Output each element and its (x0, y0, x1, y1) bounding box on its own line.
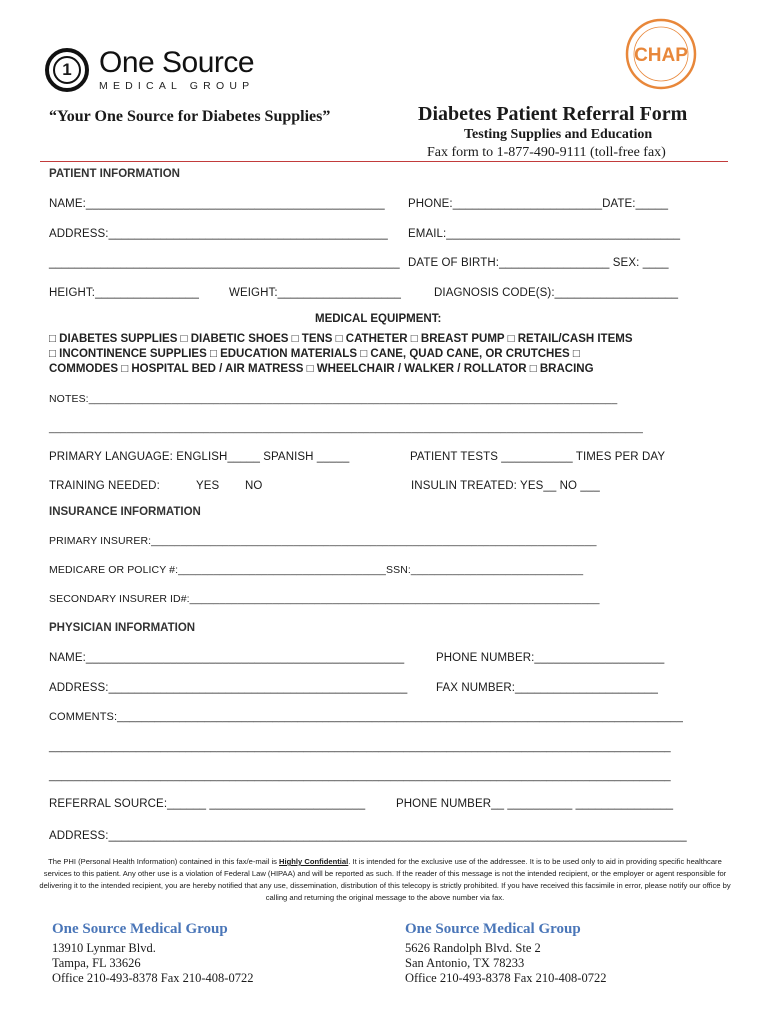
logo-emblem (45, 48, 89, 92)
section-patient-information: PATIENT INFORMATION (49, 168, 180, 180)
comments-field-line3[interactable]: ____________________________________________________________________________________________________ (49, 770, 671, 782)
form-title: Diabetes Patient Referral Form (418, 103, 688, 125)
office-name: One Source Medical Group (52, 921, 228, 937)
patient-email-field[interactable]: EMAIL:____________________________________ (408, 228, 681, 240)
patient-height-field[interactable]: HEIGHT:________________ (49, 287, 199, 299)
disclaimer-text-part1: The PHI (Personal Health Information) contained in this fax/e-mail is (48, 857, 280, 866)
patient-weight-field[interactable]: WEIGHT:___________________ (229, 287, 402, 299)
training-yes-option[interactable]: YES (196, 480, 220, 492)
referral-source-field[interactable]: REFERRAL SOURCE:______ ________________________ (49, 798, 366, 810)
section-insurance-information: INSURANCE INFORMATION (49, 506, 201, 518)
physician-phone-field[interactable]: PHONE NUMBER:____________________ (436, 652, 665, 664)
referral-phone-field[interactable]: PHONE NUMBER__ __________ _______________ (396, 798, 674, 810)
office-name: One Source Medical Group (405, 921, 581, 937)
disclaimer-highlight: Highly Confidential (279, 857, 349, 866)
comments-field[interactable]: COMMENTS:___________________________________________________________________________________________ (49, 711, 683, 723)
office-city: San Antonio, TX 78233 (405, 956, 525, 970)
company-logo (45, 48, 254, 92)
badge-text: CHAP (634, 45, 688, 66)
office-street: 13910 Lynmar Blvd. (52, 941, 156, 955)
equipment-options-line1[interactable]: □ DIABETES SUPPLIES □ DIABETIC SHOES □ TENS □ CATHETER □ BREAST PUMP □ RETAIL/CASH ITEMS (49, 333, 633, 345)
hipaa-disclaimer (35, 856, 735, 904)
patient-address-field[interactable]: ADDRESS:___________________________________________ (49, 228, 388, 240)
logo-subtitle: MEDICAL GROUP (99, 80, 255, 92)
office-phones: Office 210-493-8378 Fax 210-408-0722 (405, 971, 607, 985)
equipment-options-line3[interactable]: COMMODES □ HOSPITAL BED / AIR MATRESS □ WHEELCHAIR / WALKER / ROLLATOR □ BRACING (49, 363, 594, 375)
equipment-options-line2[interactable]: □ INCONTINENCE SUPPLIES □ EDUCATION MATERIALS □ CANE, QUAD CANE, OR CRUTCHES □ (49, 348, 580, 360)
medical-equipment-title: MEDICAL EQUIPMENT: (315, 313, 442, 325)
patient-tests-field[interactable]: PATIENT TESTS ___________ TIMES PER DAY (410, 451, 666, 463)
secondary-insurer-field[interactable]: SECONDARY INSURER ID#:_____________________________________________________________________ (49, 593, 600, 605)
primary-insurer-field[interactable]: PRIMARY INSURER:___________________________________________________________________________ (49, 535, 597, 547)
logo-number: 1 (53, 56, 81, 84)
header-divider (40, 161, 728, 162)
physician-address-field[interactable]: ADDRESS:______________________________________________ (49, 682, 408, 694)
training-needed-label: TRAINING NEEDED: (49, 480, 160, 492)
tagline: “Your One Source for Diabetes Supplies” (49, 108, 331, 125)
office-tampa (52, 921, 253, 986)
office-san-antonio (405, 921, 606, 986)
office-city: Tampa, FL 33626 (52, 956, 141, 970)
patient-phone-date-field[interactable]: PHONE:_______________________DATE:_____ (408, 198, 669, 210)
training-no-option[interactable]: NO (245, 480, 263, 492)
disclaimer-text-part2: . It is intended for the exclusive use of the addressee. It is to be used only to aid in providing specific healthcare services to this patient. Any other use is a violation of Federal Law (HIPAA) and will be reported as such. If the reader of this message is not the intended recipient, or the employer or agent responsible for delivering it to the intended recipient, you are hereby notified that any use, dissemination, distribution of this telecopy is strictly prohibited. If you have received this facsimile in error, please notify our office by calling and returning the original message to the above number via fax. (39, 857, 731, 902)
section-physician-information: PHYSICIAN INFORMATION (49, 622, 196, 634)
form-subtitle: Testing Supplies and Education (464, 127, 653, 142)
comments-field-line2[interactable]: ____________________________________________________________________________________________________ (49, 741, 671, 753)
accreditation-badge (624, 17, 698, 96)
fax-instruction: Fax form to 1-877-490-9111 (toll-free fax) (427, 145, 666, 160)
primary-language-field[interactable]: PRIMARY LANGUAGE: ENGLISH_____ SPANISH _____ (49, 451, 350, 463)
notes-field[interactable]: NOTES:_________________________________________________________________________________________ (49, 393, 618, 405)
notes-field-line2[interactable]: ____________________________________________________________________________________________________ (49, 422, 643, 434)
patient-diagnosis-field[interactable]: DIAGNOSIS CODE(S):___________________ (434, 287, 679, 299)
office-phones: Office 210-493-8378 Fax 210-408-0722 (52, 971, 254, 985)
office-street: 5626 Randolph Blvd. Ste 2 (405, 941, 541, 955)
logo-name: One Source (99, 46, 255, 79)
chap-badge-icon (624, 17, 698, 91)
medicare-ssn-field[interactable]: MEDICARE OR POLICY #:___________________________________SSN:_____________________________ (49, 564, 584, 576)
referral-address-field[interactable]: ADDRESS:_________________________________________________________________________________________ (49, 830, 687, 842)
patient-dob-sex-field[interactable]: DATE OF BIRTH:_________________ SEX: ____ (408, 257, 669, 269)
patient-name-field[interactable]: NAME:______________________________________________ (49, 198, 385, 210)
physician-name-field[interactable]: NAME:_________________________________________________ (49, 652, 405, 664)
physician-fax-field[interactable]: FAX NUMBER:______________________ (436, 682, 658, 694)
insulin-treated-field[interactable]: INSULIN TREATED: YES__ NO ___ (411, 480, 600, 492)
patient-address-line2[interactable]: ______________________________________________________ (49, 257, 400, 269)
